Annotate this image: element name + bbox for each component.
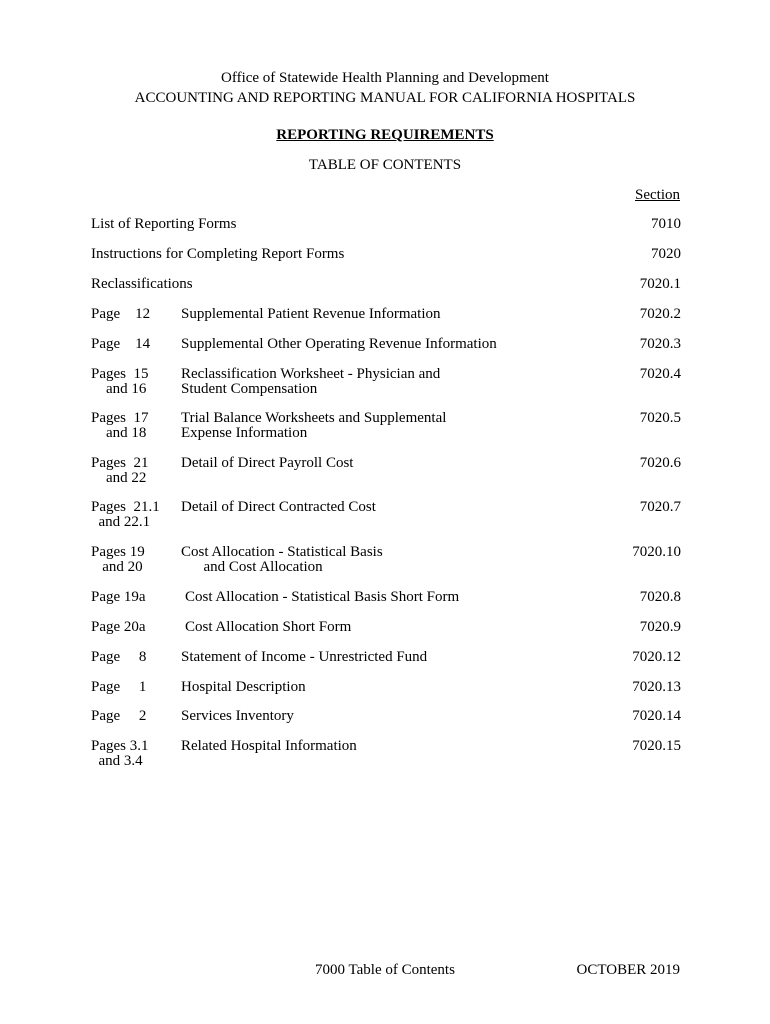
toc-entry-description bbox=[181, 650, 581, 665]
toc-entry-pages bbox=[91, 456, 179, 486]
description-line: Cost Allocation - Statistical Basis bbox=[181, 544, 383, 560]
pages-line: Pages 3.1 bbox=[91, 738, 149, 754]
pages-line: Pages 15 bbox=[91, 366, 149, 382]
toc-entry-title: Instructions for Completing Report Forms bbox=[91, 246, 345, 262]
description-line: Supplemental Patient Revenue Information bbox=[181, 306, 441, 322]
toc-entry-section-number: 7020.5 bbox=[639, 410, 681, 426]
description-line: Supplemental Other Operating Revenue Information bbox=[181, 336, 497, 352]
toc-entry-pages bbox=[91, 500, 179, 530]
toc-entry-section-number: 7020.1 bbox=[639, 276, 681, 292]
manual-title: ACCOUNTING AND REPORTING MANUAL FOR CALIFORNIA HOSPITALS bbox=[134, 90, 636, 106]
description-line: Trial Balance Worksheets and Supplemental bbox=[181, 410, 447, 426]
pages-line: Pages 21 bbox=[91, 455, 149, 471]
pages-line: Page 20a bbox=[91, 619, 146, 635]
toc-entry-section-number: 7020.8 bbox=[639, 589, 681, 605]
toc-entry-description bbox=[185, 620, 585, 635]
toc-entry-pages bbox=[91, 620, 179, 635]
toc-entry-description bbox=[181, 456, 581, 471]
toc-entry-section-number: 7020.14 bbox=[632, 708, 681, 724]
toc-entry-pages bbox=[91, 680, 179, 695]
toc-entry-section-number: 7020.13 bbox=[632, 679, 681, 695]
description-line: Hospital Description bbox=[181, 679, 306, 695]
toc-entry-pages bbox=[91, 367, 179, 397]
pages-line: Pages 17 bbox=[91, 410, 149, 426]
description-line: Detail of Direct Payroll Cost bbox=[181, 455, 354, 471]
pages-line: Pages 19 bbox=[91, 544, 145, 560]
pages-line: Page 8 bbox=[91, 649, 147, 665]
toc-entry-description bbox=[181, 307, 581, 322]
toc-entry-section-number: 7020 bbox=[651, 246, 681, 262]
description-line: Expense Information bbox=[181, 425, 308, 441]
toc-entry-pages bbox=[91, 590, 179, 605]
toc-entry-section-number: 7020.12 bbox=[632, 649, 681, 665]
toc-entry-section-number: 7020.4 bbox=[639, 366, 681, 382]
pages-line: Page 1 bbox=[91, 679, 147, 695]
toc-entry-section-number: 7020.6 bbox=[639, 455, 681, 471]
pages-line: Page 12 bbox=[91, 306, 151, 322]
pages-line: and 20 bbox=[91, 559, 143, 575]
page-title: REPORTING REQUIREMENTS bbox=[276, 127, 494, 143]
toc-entry-section-number: 7020.9 bbox=[639, 619, 681, 635]
pages-line: and 3.4 bbox=[91, 753, 143, 769]
toc-entry-description bbox=[181, 500, 581, 515]
description-line: Student Compensation bbox=[181, 381, 318, 397]
toc-entry-section-number: 7020.3 bbox=[639, 336, 681, 352]
pages-line: and 18 bbox=[91, 425, 147, 441]
description-line: Cost Allocation Short Form bbox=[185, 619, 352, 635]
toc-entry-description bbox=[181, 367, 581, 397]
toc-entry-pages bbox=[91, 411, 179, 441]
footer-page-label: 7000 Table of Contents bbox=[315, 962, 455, 978]
toc-entry-section-number: 7010 bbox=[651, 216, 681, 232]
toc-entry-description bbox=[181, 337, 581, 352]
pages-line: and 22 bbox=[91, 470, 147, 486]
toc-entry-title: Reclassifications bbox=[91, 276, 193, 292]
description-line: Cost Allocation - Statistical Basis Short Form bbox=[185, 589, 460, 605]
toc-entry-pages bbox=[91, 337, 179, 352]
toc-entry-pages bbox=[91, 739, 179, 769]
toc-entry-pages bbox=[91, 709, 179, 724]
toc-entry-description bbox=[181, 680, 581, 695]
description-line: Statement of Income - Unrestricted Fund bbox=[181, 649, 428, 665]
footer-date: OCTOBER 2019 bbox=[576, 962, 680, 978]
pages-line: Page 14 bbox=[91, 336, 151, 352]
toc-entry-pages bbox=[91, 650, 179, 665]
toc-heading: TABLE OF CONTENTS bbox=[308, 157, 462, 173]
pages-line: Page 2 bbox=[91, 708, 147, 724]
description-line: and Cost Allocation bbox=[181, 559, 323, 575]
toc-entry-description bbox=[181, 739, 581, 754]
pages-line: and 16 bbox=[91, 381, 147, 397]
toc-entry-section-number: 7020.2 bbox=[639, 306, 681, 322]
toc-entry-pages bbox=[91, 545, 179, 575]
toc-entry-description bbox=[181, 709, 581, 724]
pages-line: and 22.1 bbox=[91, 514, 151, 530]
toc-entry-description bbox=[181, 411, 581, 441]
section-column-header: Section bbox=[635, 187, 680, 203]
toc-entry-section-number: 7020.7 bbox=[639, 499, 681, 515]
toc-entry-pages bbox=[91, 307, 179, 322]
description-line: Related Hospital Information bbox=[181, 738, 357, 754]
description-line: Reclassification Worksheet - Physician and bbox=[181, 366, 441, 382]
description-line: Detail of Direct Contracted Cost bbox=[181, 499, 376, 515]
pages-line: Pages 21.1 bbox=[91, 499, 160, 515]
toc-entry-section-number: 7020.15 bbox=[632, 738, 681, 754]
toc-entry-description bbox=[185, 590, 585, 605]
office-name: Office of Statewide Health Planning and Development bbox=[221, 70, 549, 86]
description-line: Services Inventory bbox=[181, 708, 294, 724]
toc-entry-description bbox=[181, 545, 581, 575]
pages-line: Page 19a bbox=[91, 589, 146, 605]
toc-entry-title: List of Reporting Forms bbox=[91, 216, 237, 232]
toc-entry-section-number: 7020.10 bbox=[632, 544, 681, 560]
